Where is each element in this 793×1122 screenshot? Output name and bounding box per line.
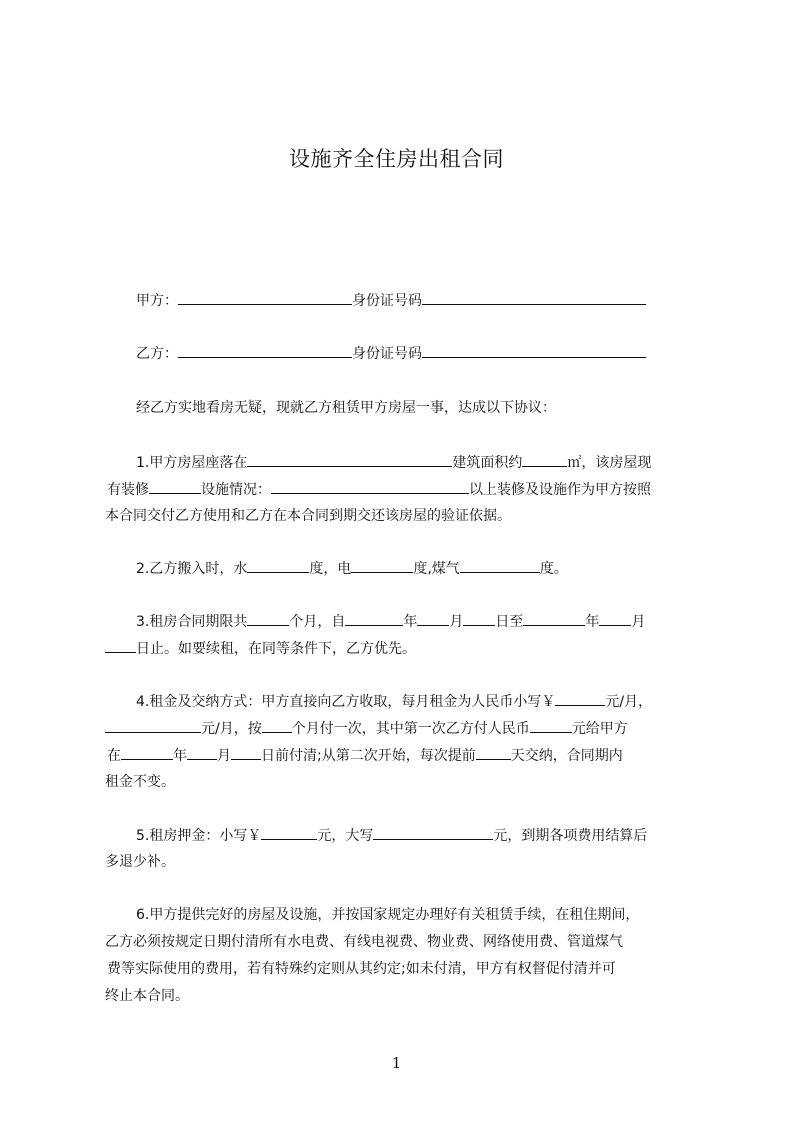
clause3-text: 年 (403, 614, 418, 630)
party-b-line (136, 342, 646, 365)
clause6-line1: 6.甲方提供完好的房屋及设施，并按国家规定办理好有关租赁手续，在租住期间， (136, 907, 640, 923)
facilities-blank[interactable] (271, 478, 469, 494)
party-b-id-label: 身份证号码 (352, 346, 422, 362)
clause3-text: 3.租房合同期限共 (136, 614, 248, 630)
end-day-blank[interactable] (105, 637, 136, 653)
end-month-blank[interactable] (599, 610, 631, 626)
clause6-line2: 乙方必须按规定日期付清所有水电费、有线电视费、物业费、网络使用费、管道煤气 (105, 934, 623, 950)
clause4-text: 年 (173, 748, 187, 764)
start-year-blank[interactable] (345, 610, 403, 626)
party-a-name-blank[interactable] (178, 289, 352, 305)
intro-text: 经乙方实地看房无疑，现就乙方租赁甲方房屋一事，达成以下协议： (136, 400, 556, 416)
clause3-text: 月 (631, 614, 646, 630)
clause4-line2 (105, 717, 628, 740)
clause4-line1 (136, 690, 652, 713)
clause4-line3 (107, 744, 623, 767)
first-payment-day-blank[interactable] (231, 744, 261, 760)
decoration-blank[interactable] (149, 478, 201, 494)
payment-interval-blank[interactable] (262, 717, 292, 733)
clause1-line2 (107, 478, 651, 501)
clause6-line4: 终止本合同。 (105, 988, 189, 1004)
clause1-line1 (136, 451, 651, 474)
first-payment-year-blank[interactable] (121, 744, 173, 760)
party-a-line (136, 289, 646, 312)
page-number: 1 (391, 1054, 402, 1072)
clause6-line3: 费等实际使用的费用，若有特殊约定则从其约定;如未付清，甲方有权督促付清并可 (107, 961, 616, 977)
clause3-text: 年 (585, 614, 600, 630)
clause1-text: 以上装修及设施作为甲方按照 (469, 482, 651, 498)
clause4-text: 月 (217, 748, 231, 764)
clause2-text: 度。 (539, 561, 568, 577)
start-month-blank[interactable] (417, 610, 449, 626)
party-a-id-label: 身份证号码 (352, 293, 422, 309)
first-payment-month-blank[interactable] (187, 744, 217, 760)
party-a-id-blank[interactable] (422, 289, 646, 305)
party-b-name-blank[interactable] (178, 342, 352, 358)
gas-reading-blank[interactable] (460, 557, 540, 573)
party-b-id-blank[interactable] (422, 342, 646, 358)
clause4-line4: 租金不变。 (105, 774, 175, 790)
clause3-line2 (105, 637, 416, 660)
party-a-label: 甲方： (136, 293, 178, 309)
clause1-text: 建筑面积约 (452, 455, 523, 471)
clause2-text: 2.乙方搬入时，水 (136, 561, 248, 577)
monthly-rent-blank[interactable] (555, 690, 605, 706)
water-reading-blank[interactable] (247, 557, 309, 573)
deposit-figures-blank[interactable] (261, 824, 317, 840)
start-day-blank[interactable] (463, 610, 495, 626)
building-area-blank[interactable] (522, 451, 567, 467)
clause1-line3: 本合同交付乙方使用和乙方在本合同到期交还该房屋的验证依据。 (105, 508, 511, 524)
end-year-blank[interactable] (523, 610, 585, 626)
clause5-text: 元，到期各项费用结算后 (493, 828, 648, 844)
document-title: 设施齐全住房出租合同 (289, 147, 504, 171)
deposit-words-blank[interactable] (373, 824, 493, 840)
clause3-line1 (136, 610, 645, 633)
clause4-text: 日前付清;从第二次开始，每次提前 (261, 748, 476, 764)
clause3-text: 个月，自 (289, 614, 346, 630)
clause5-text: 元，大写 (317, 828, 374, 844)
first-payment-blank[interactable] (530, 717, 572, 733)
house-location-blank[interactable] (247, 451, 452, 467)
party-b-label: 乙方： (136, 346, 178, 362)
clause4-text: 4.租金及交纳方式：甲方直接向乙方收取，每月租金为人民币小写￥ (136, 694, 556, 710)
clause1-text: 设施情况： (201, 482, 271, 498)
clause4-text: 在 (107, 748, 121, 764)
clause4-text: 元给甲方 (571, 721, 628, 737)
clause5-text: 5.租房押金：小写￥ (136, 828, 262, 844)
monthly-rent-words-blank[interactable] (105, 717, 201, 733)
clause1-text: 1.甲方房屋座落在 (136, 455, 248, 471)
clause2-line (136, 557, 568, 580)
clause1-text: 有装修 (107, 482, 149, 498)
clause2-text: 度,煤气 (413, 561, 460, 577)
clause4-text: 元/月，按 (201, 721, 262, 737)
clause5-line2: 多退少补。 (105, 854, 175, 870)
clause3-text: 日止。如要续租，在同等条件下，乙方优先。 (136, 641, 416, 657)
clause4-text: 天交纳，合同期内 (510, 748, 623, 764)
clause4-text: 个月付一次，其中第一次乙方付人民币 (291, 721, 530, 737)
clause2-text: 度，电 (309, 561, 352, 577)
clause4-text: 元/月， (605, 694, 653, 710)
clause5-line1 (136, 824, 647, 847)
clause3-text: 日至 (495, 614, 524, 630)
clause3-text: 月 (449, 614, 464, 630)
electricity-reading-blank[interactable] (351, 557, 413, 573)
lease-months-blank[interactable] (247, 610, 289, 626)
advance-days-blank[interactable] (476, 744, 511, 760)
clause1-text: ㎡，该房屋现 (567, 455, 652, 471)
